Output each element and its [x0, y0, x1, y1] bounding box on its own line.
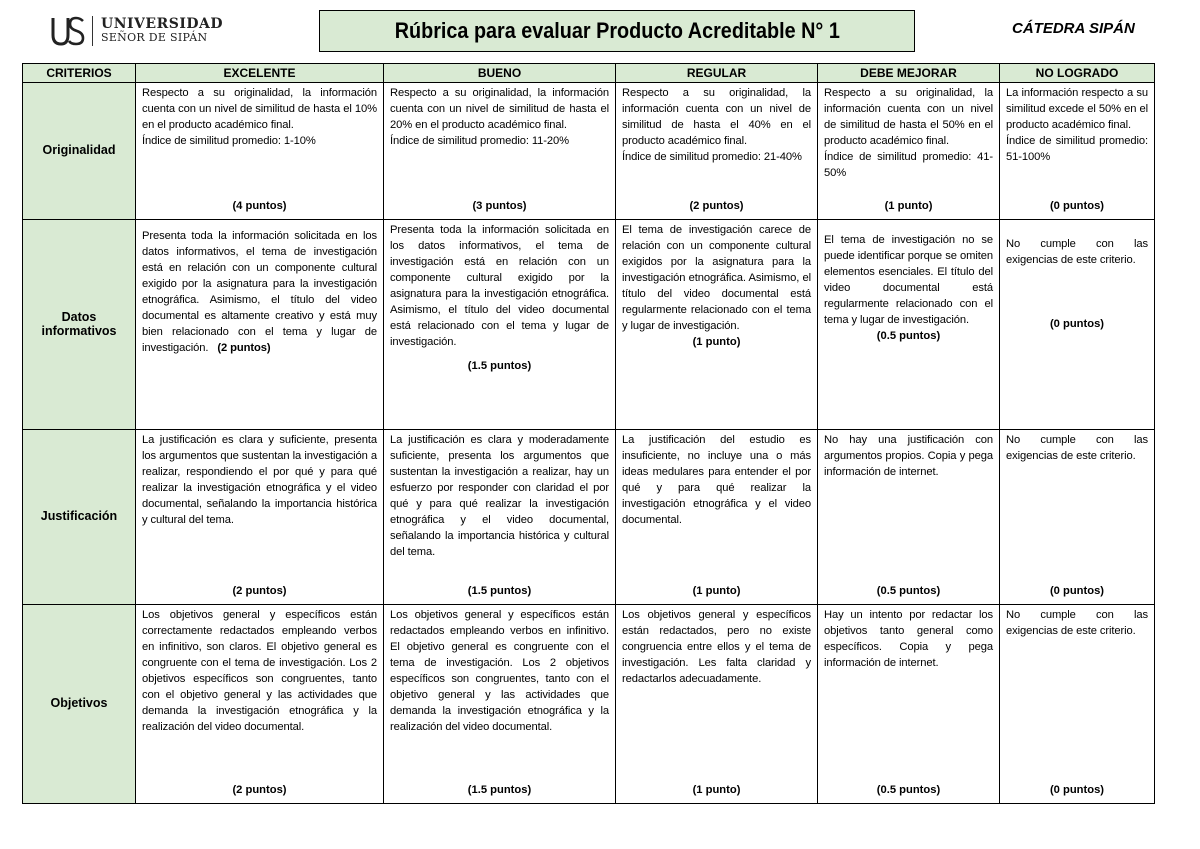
- column-header-no-logrado: NO LOGRADO: [1000, 64, 1155, 83]
- rubric-cell: [136, 83, 384, 220]
- cell-description: El tema de investigación no se puede identificar porque se omiten elementos esenciales. El título del video documental está regularmente relacionado con el tema y lugar de investigación.: [824, 234, 993, 326]
- cell-description: Respecto a su originalidad, la información cuenta con un nivel de similitud de hasta el 40% en el producto académico final. Índice de similitud promedio: 21-40%: [622, 87, 811, 163]
- criterion-cell: Objetivos: [23, 605, 136, 804]
- page-title: Rúbrica para evaluar Producto Acreditable N° 1: [394, 18, 840, 43]
- column-header-bueno: BUENO: [384, 64, 616, 83]
- rubric-cell: [818, 605, 1000, 804]
- catedra-label: CÁTEDRA SIPÁN: [1012, 20, 1135, 37]
- cell-points: (0.5 puntos): [876, 330, 941, 342]
- rubric-cell: [616, 83, 818, 220]
- cell-points: (2 puntos): [232, 585, 287, 597]
- cell-description-text: Presenta toda la información solicitada en los datos informativos, el tema de investigación está en relación con un componente cultural exigido por la asignatura para la investigación etnográfica. Asimismo, el título del video documental es altamente creativo y está muy bien relacionado con el tema y lugar de investigación.: [142, 230, 377, 354]
- page-header: [0, 0, 1200, 62]
- cell-points: (1.5 puntos): [467, 585, 532, 597]
- cell-description: La justificación del estudio es insuficiente, no incluye una o más ideas medulares para entender el por qué y para qué realizar la investigación etnográfica y el video documental.: [622, 434, 811, 526]
- cell-points: (0 puntos): [1049, 585, 1105, 597]
- rubric-cell: [818, 220, 1000, 430]
- criterion-cell: Datos informativos: [23, 220, 136, 430]
- rubric-cell: [616, 220, 818, 430]
- cell-description: La justificación es clara y moderadamente suficiente, presenta los argumentos que sustentan la investigación a realizar, hay un esfuerzo por responder con claridad el por qué y para qué realizar la investigación etnográfica y el video documental, señalando la importancia histórica y cultural del tema.: [390, 434, 609, 558]
- header-row: [23, 64, 1155, 83]
- cell-description: Presenta toda la información solicitada en los datos informativos, el tema de investigación está en relación con un componente cultural exigido por la asignatura para la investigación etnográfica. Asimismo, el título del video documental está relacionado con el tema y lugar de investigación.: [390, 224, 609, 348]
- rubric-cell: [1000, 430, 1155, 605]
- uss-logo-icon: [50, 15, 86, 47]
- cell-points: (2 puntos): [689, 200, 744, 212]
- cell-points: (2 puntos): [217, 342, 271, 354]
- rubric-cell: [384, 430, 616, 605]
- cell-description: Los objetivos general y específicos están correctamente redactados empleando verbos en infinitivo, son claros. El objetivo general es congruente con el tema de investigación. Los 2 objetivos específicos son congruentes, tanto con el objetivo general y las actividades que demanda la investigación etnográfica y la realización del video documental.: [142, 609, 377, 733]
- cell-points: (0 puntos): [1049, 784, 1105, 796]
- cell-description: Los objetivos general y específicos están redactados empleando verbos en infinitivo. El objetivo general es congruente con el tema de investigación. Los 2 objetivos específicos son congruentes, tanto con el objetivo general y las actividades que demanda la investigación etnográfica y la realización del video documental.: [390, 609, 609, 733]
- table-row: [23, 220, 1155, 430]
- table-row: [23, 83, 1155, 220]
- cell-description: La información respecto a su similitud excede el 50% en el producto académico final. Índice de similitud promedio: 51-100%: [1006, 87, 1148, 163]
- logo-divider: [92, 16, 93, 46]
- rubric-cell: [1000, 83, 1155, 220]
- cell-points: (3 puntos): [472, 200, 527, 212]
- cell-points: (2 puntos): [232, 784, 287, 796]
- cell-description: [142, 228, 377, 356]
- cell-description: Hay un intento por redactar los objetivos tanto general como específicos. Copia y pega información de internet.: [824, 609, 993, 669]
- criterion-cell: Originalidad: [23, 83, 136, 220]
- university-logo: [50, 14, 223, 48]
- cell-points: (0 puntos): [1049, 200, 1105, 212]
- column-header-debe-mejorar: DEBE MEJORAR: [818, 64, 1000, 83]
- column-header-regular: REGULAR: [616, 64, 818, 83]
- cell-description: Los objetivos general y específicos están redactados, pero no existe congruencia entre ellos y el tema de investigación. Les falta claridad y redactarlos adecuadamente.: [622, 609, 811, 685]
- cell-description: La justificación es clara y suficiente, presenta los argumentos que sustentan la investigación a realizar, respondiendo el por qué y para qué realizar la investigación etnográfica y el video documental, señalando la importancia histórica y cultural del tema.: [142, 434, 377, 526]
- cell-points: (0.5 puntos): [876, 585, 941, 597]
- rubric-cell: [136, 430, 384, 605]
- cell-description: No cumple con las exigencias de este criterio.: [1006, 238, 1148, 266]
- rubric-cell: [384, 605, 616, 804]
- cell-description: No hay una justificación con argumentos propios. Copia y pega información de internet.: [824, 434, 993, 478]
- cell-points: (1.5 puntos): [467, 360, 532, 372]
- cell-description: No cumple con las exigencias de este criterio.: [1006, 434, 1148, 462]
- cell-description: Respecto a su originalidad, la información cuenta con un nivel de similitud de hasta el 50% en el producto académico final. Índice de similitud promedio: 41-50%: [824, 87, 993, 179]
- column-header-criterios: CRITERIOS: [23, 64, 136, 83]
- rubric-cell: [136, 220, 384, 430]
- criterion-cell: Justificación: [23, 430, 136, 605]
- rubric-cell: [384, 83, 616, 220]
- cell-points: (1 punto): [884, 200, 933, 212]
- rubric-cell: [1000, 220, 1155, 430]
- rubric-cell: [818, 430, 1000, 605]
- cell-points: (1 punto): [692, 336, 741, 348]
- rubric-table: [22, 63, 1155, 804]
- cell-description: El tema de investigación carece de relación con un componente cultural exigidos por la asignatura para la investigación etnográfica. Asimismo, el título del video documental está regularmente relacionado con el tema y lugar de investigación.: [622, 224, 811, 332]
- cell-points: (1 punto): [692, 784, 741, 796]
- cell-description: Respecto a su originalidad, la información cuenta con un nivel de similitud de hasta el 10% en el producto académico final. Índice de similitud promedio: 1-10%: [142, 87, 377, 147]
- rubric-cell: [616, 430, 818, 605]
- rubric-cell: [616, 605, 818, 804]
- rubric-cell: [1000, 605, 1155, 804]
- logo-line-1: UNIVERSIDAD: [101, 16, 224, 32]
- cell-points: (1 punto): [692, 585, 741, 597]
- rubric-cell: [818, 83, 1000, 220]
- cell-points: (1.5 puntos): [467, 784, 532, 796]
- cell-description: Respecto a su originalidad, la información cuenta con un nivel de similitud de hasta el 20% en el producto académico final. Índice de similitud promedio: 11-20%: [390, 87, 609, 147]
- cell-points: (4 puntos): [232, 200, 287, 212]
- title-box: [319, 10, 915, 52]
- logo-line-2: SEÑOR DE SIPÁN: [101, 31, 208, 44]
- rubric-cell: [136, 605, 384, 804]
- cell-points: (0 puntos): [1049, 318, 1105, 330]
- rubric-cell: [384, 220, 616, 430]
- table-row: [23, 430, 1155, 605]
- column-header-excelente: EXCELENTE: [136, 64, 384, 83]
- cell-points: (0.5 puntos): [876, 784, 941, 796]
- logo-wordmark: [101, 17, 223, 45]
- cell-description: No cumple con las exigencias de este criterio.: [1006, 609, 1148, 637]
- table-row: [23, 605, 1155, 804]
